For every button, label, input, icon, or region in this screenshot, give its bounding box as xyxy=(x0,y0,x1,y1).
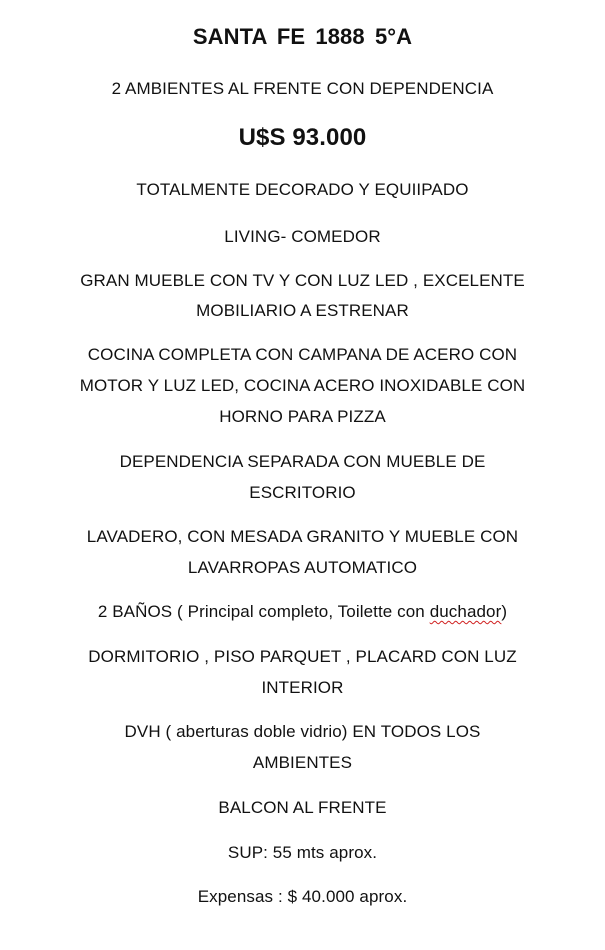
listing-subtitle: 2 AMBIENTES AL FRENTE CON DEPENDENCIA xyxy=(111,79,494,98)
listing-price: U$S 93.000 xyxy=(238,124,367,151)
feature-furniture-line-2: MOBILIARIO A ESTRENAR xyxy=(196,301,409,320)
feature-expenses: Expensas : $ 40.000 aprox. xyxy=(197,887,408,906)
feature-bathrooms xyxy=(0,602,605,622)
feature-dependency-line-2: ESCRITORIO xyxy=(249,483,356,502)
feature-windows-line-2: AMBIENTES xyxy=(252,753,353,772)
feature-kitchen-line-3: HORNO PARA PIZZA xyxy=(219,407,386,426)
feature-surface: SUP: 55 mts aprox. xyxy=(227,843,378,862)
feature-kitchen-line-2: MOTOR Y LUZ LED, COCINA ACERO INOXIDABLE CON xyxy=(79,376,526,395)
spellcheck-flagged-word[interactable]: duchador xyxy=(429,602,502,621)
feature-furniture-line-1: GRAN MUEBLE CON TV Y CON LUZ LED , EXCELENTE xyxy=(80,271,525,290)
listing-title: SANTA FE 1888 5°A xyxy=(192,24,413,49)
feature-bedroom-line-2: INTERIOR xyxy=(261,678,344,697)
bathrooms-text: 2 BAÑOS ( Principal completo, Toilette con xyxy=(97,602,430,621)
feature-balcony: BALCON AL FRENTE xyxy=(218,798,387,817)
feature-laundry-line-1: LAVADERO, CON MESADA GRANITO Y MUEBLE CON xyxy=(86,527,519,546)
feature-kitchen-line-1: COCINA COMPLETA CON CAMPANA DE ACERO CON xyxy=(87,345,518,364)
feature-decor: TOTALMENTE DECORADO Y EQUIIPADO xyxy=(136,180,469,199)
feature-dependency-line-1: DEPENDENCIA SEPARADA CON MUEBLE DE xyxy=(119,452,486,471)
bathrooms-closing: ) xyxy=(501,602,508,621)
feature-laundry-line-2: LAVARROPAS AUTOMATICO xyxy=(187,558,418,577)
feature-bedroom-line-1: DORMITORIO , PISO PARQUET , PLACARD CON LUZ xyxy=(88,647,517,666)
feature-windows-line-1: DVH ( aberturas doble vidrio) EN TODOS LOS xyxy=(124,722,481,741)
feature-living: LIVING- COMEDOR xyxy=(224,227,381,246)
